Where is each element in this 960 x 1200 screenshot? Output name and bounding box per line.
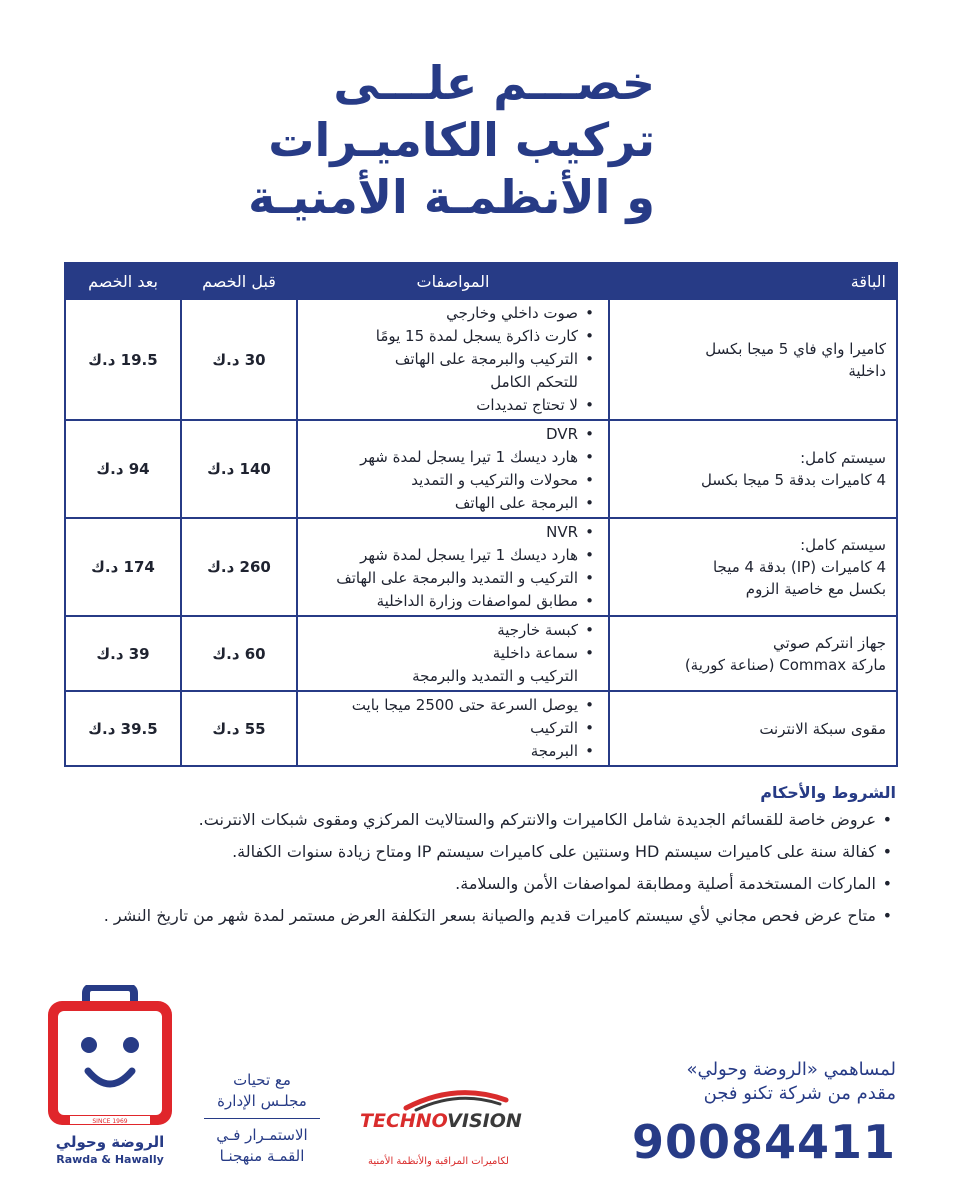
price-after: 19.5 د.ك — [65, 299, 181, 420]
header-package: الباقة — [609, 263, 897, 299]
price-before: 260 د.ك — [181, 518, 297, 616]
price-before: 30 د.ك — [181, 299, 297, 420]
spec-item: للتحكم الكامل — [490, 373, 578, 391]
price-after: 174 د.ك — [65, 518, 181, 616]
terms-item: • عروض خاصة للقسائم الجديدة شامل الكاميرات والانتركم والستالايت المركزي ومقوى شبكات الانترنت. — [70, 806, 876, 834]
technovision-logo — [356, 1084, 526, 1174]
package-cell: سيستم كامل: 4 كاميرات (IP) بدقة 4 ميجا بكسل مع خاصية الزوم — [609, 518, 897, 616]
specs-cell — [297, 616, 609, 691]
package-cell: مقوى سبكة الانترنت — [609, 691, 897, 766]
price-after: 39.5 د.ك — [65, 691, 181, 766]
specs-cell — [297, 518, 609, 616]
header-specs: المواصفات — [297, 263, 609, 299]
spec-item: • صوت داخلي وخارجي — [304, 302, 578, 325]
phone-number[interactable]: 90084411 — [631, 1115, 896, 1169]
title-line-1: خصـــم علـــى — [333, 56, 655, 110]
spec-item: • مطابق لمواصفات وزارة الداخلية — [304, 590, 578, 613]
technovision-tagline: لكاميرات المراقبة والأنظمة الأمنية — [368, 1156, 509, 1167]
contact-line-1: لمساهمي «الروضة وحولي» — [686, 1059, 896, 1080]
spec-item: • هارد ديسك 1 تيرا يسجل لمدة شهر — [304, 544, 578, 567]
spec-item: • كبسة خارجية — [304, 619, 578, 642]
terms-heading: الشروط والأحكام — [760, 783, 896, 802]
title-line-3: و الأنظمـة الأمنيـة — [248, 170, 655, 224]
logo-english-name: Rawda & Hawally — [56, 1153, 164, 1166]
specs-cell — [297, 299, 609, 420]
spec-item: • كارت ذاكرة يسجل لمدة 15 يومًا — [304, 325, 578, 348]
contact-line-2: مقدم من شركة تكنو فجن — [703, 1083, 896, 1104]
greeting-line-4: القمـة منهجنـا — [219, 1147, 305, 1165]
spec-item: التركيب و التمديد والبرمجة — [412, 667, 578, 685]
greeting-line-3: الاستمـرار فـي — [216, 1126, 308, 1144]
offers-table — [64, 262, 898, 767]
spec-item: • NVR — [304, 521, 578, 544]
table-row — [65, 420, 897, 518]
price-after: 94 د.ك — [65, 420, 181, 518]
shopping-bag-icon — [40, 985, 180, 1133]
price-before: 55 د.ك — [181, 691, 297, 766]
terms-list — [70, 806, 896, 930]
technovision-wordmark: TECHNOVISION — [360, 1110, 522, 1132]
spec-item: • التركيب والبرمجة على الهاتف — [304, 348, 578, 371]
price-before: 140 د.ك — [181, 420, 297, 518]
spec-item: • يوصل السرعة حتى 2500 ميجا بايت — [304, 694, 578, 717]
package-cell: كاميرا واي فاي 5 ميجا بكسل داخلية — [609, 299, 897, 420]
greeting-line-2: مجلـس الإدارة — [217, 1092, 307, 1110]
page-title — [55, 55, 655, 226]
header-after: بعد الخصم — [65, 263, 181, 299]
spec-item: • البرمجة على الهاتف — [304, 492, 578, 515]
terms-item: • متاح عرض فحص مجاني لأي سيستم كاميرات قديم والصيانة بسعر التكلفة العرض مستمر لمدة شهر من تاريخ النشر . — [70, 902, 876, 930]
spec-item: • البرمجة — [304, 740, 578, 763]
greeting-line-1: مع تحيات — [233, 1071, 291, 1089]
spec-item: • التركيب — [304, 717, 578, 740]
table-row — [65, 299, 897, 420]
greeting-divider — [204, 1118, 320, 1119]
terms-item: • كفالة سنة على كاميرات سيستم HD وسنتين على كاميرات سيستم IP ومتاح زيادة سنوات الكفالة. — [70, 838, 876, 866]
title-line-2: تركيب الكاميـرات — [268, 113, 655, 167]
table-row — [65, 691, 897, 766]
spec-item: • لا تحتاج تمديدات — [304, 394, 578, 417]
rawda-hawally-logo — [40, 985, 180, 1175]
spec-item: • التركيب و التمديد والبرمجة على الهاتف — [304, 567, 578, 590]
table-header-row — [65, 263, 897, 299]
logo-arabic-name: الروضة وحولي — [55, 1133, 165, 1151]
price-after: 39 د.ك — [65, 616, 181, 691]
terms-item: • الماركات المستخدمة أصلية ومطابقة لمواصفات الأمن والسلامة. — [70, 870, 876, 898]
terms-section — [70, 783, 896, 934]
table-row — [65, 518, 897, 616]
board-greeting — [196, 1070, 328, 1167]
spec-item: • محولات والتركيب و التمديد — [304, 469, 578, 492]
svg-text:SINCE 1969: SINCE 1969 — [92, 1118, 128, 1125]
specs-cell — [297, 691, 609, 766]
spec-item: • DVR — [304, 423, 578, 446]
table-row — [65, 616, 897, 691]
spec-item: • سماعة داخلية — [304, 642, 578, 665]
specs-cell — [297, 420, 609, 518]
package-cell: جهاز انتركم صوتي ماركة Commax (صناعة كورية) — [609, 616, 897, 691]
header-before: قبل الخصم — [181, 263, 297, 299]
price-before: 60 د.ك — [181, 616, 297, 691]
package-cell: سيستم كامل: 4 كاميرات بدقة 5 ميجا بكسل — [609, 420, 897, 518]
spec-item: • هارد ديسك 1 تيرا يسجل لمدة شهر — [304, 446, 578, 469]
contact-block — [620, 1058, 896, 1172]
